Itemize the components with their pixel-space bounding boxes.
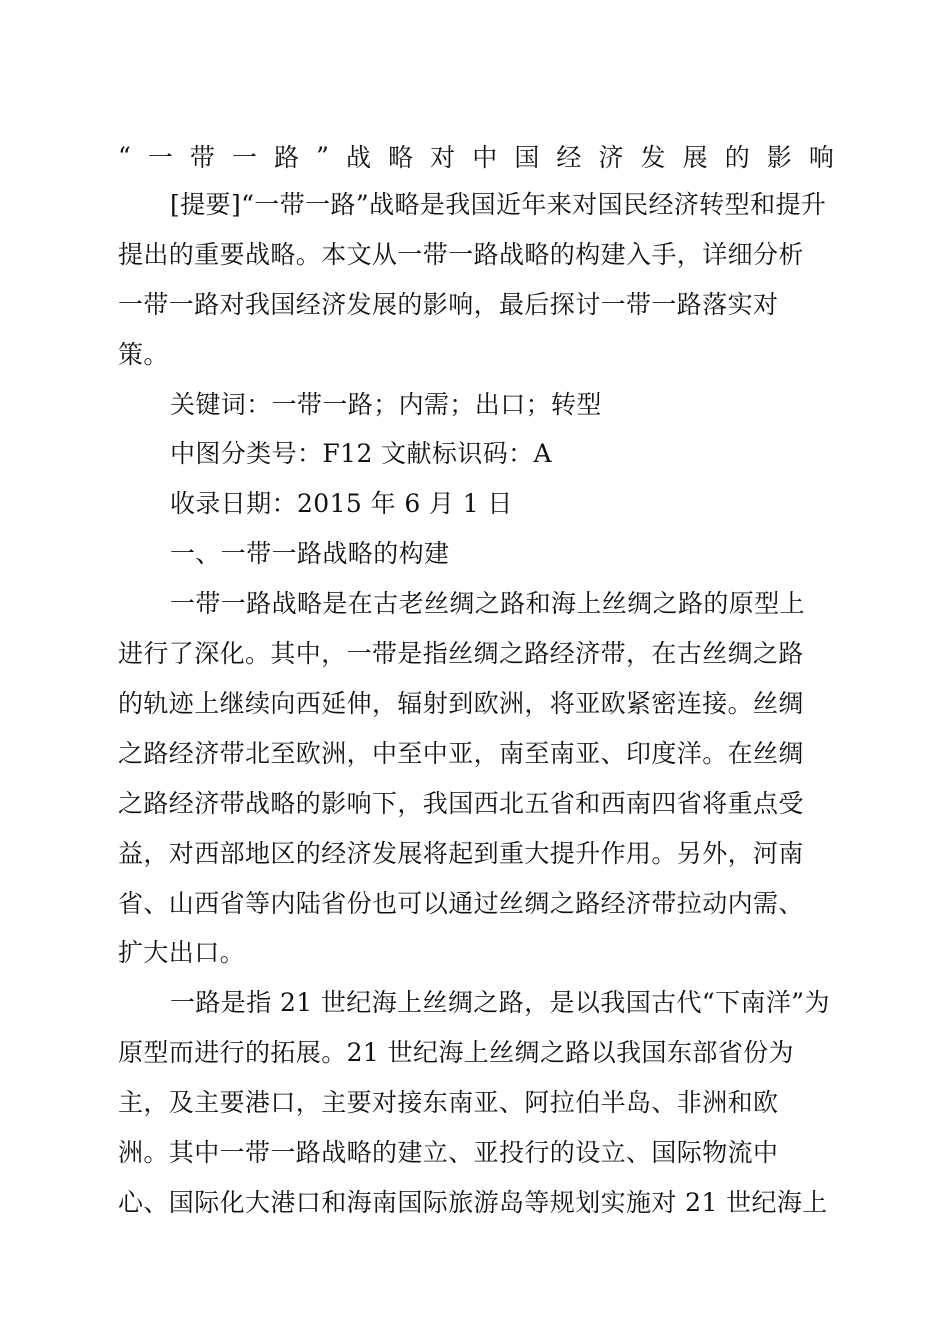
title-char: 一 — [147, 143, 173, 172]
title-char: 响 — [808, 143, 834, 172]
paragraph-line: 洲。其中一带一路战略的建立、亚投行的设立、国际物流中 — [118, 1138, 779, 1167]
section-heading: 一、一带一路战略的构建 — [170, 539, 450, 568]
paragraph-line: 进行了深化。其中，一带是指丝绸之路经济带，在古丝绸之路 — [118, 639, 804, 668]
paragraph-line: 一带一路战略是在古老丝绸之路和海上丝绸之路的原型上 — [170, 589, 806, 618]
paragraph-line: 一路是指 21 世纪海上丝绸之路，是以我国古代“下南洋”为 — [170, 988, 830, 1017]
title-char: 展 — [682, 143, 708, 172]
paragraph-line: 益，对西部地区的经济发展将起到重大提升作用。另外，河南 — [118, 839, 804, 868]
abstract-line: 一带一路对我国经济发展的影响，最后探讨一带一路落实对 — [118, 290, 779, 319]
paragraph-line: 的轨迹上继续向西延伸，辐射到欧洲，将亚欧紧密连接。丝绸 — [118, 689, 804, 718]
paragraph-line: 之路经济带战略的影响下，我国西北五省和西南四省将重点受 — [118, 789, 804, 818]
paragraph-line: 之路经济带北至欧洲，中至中亚，南至南亚、印度洋。在丝绸 — [118, 739, 804, 768]
title-char: 对 — [430, 143, 456, 172]
title-char: 经 — [556, 143, 582, 172]
paragraph-line: 心、国际化大港口和海南国际旅游岛等规划实施对 21 世纪海上 — [118, 1188, 828, 1217]
paragraph-line: 扩大出口。 — [118, 938, 246, 967]
keywords-line: 关键词：一带一路；内需；出口；转型 — [170, 390, 602, 419]
paragraph-line: 主，及主要港口，主要对接东南亚、阿拉伯半岛、非洲和欧 — [118, 1088, 779, 1117]
abstract-line: 提出的重要战略。本文从一带一路战略的构建入手，详细分析 — [118, 240, 804, 269]
title-char: 影 — [766, 143, 792, 172]
title-char: 一 — [232, 143, 258, 172]
title-char: 中 — [472, 143, 498, 172]
document-title — [118, 136, 834, 176]
paragraph-line: 省、山西省等内陆省份也可以通过丝绸之路经济带拉动内需、 — [118, 889, 804, 918]
title-char: 战 — [346, 143, 372, 172]
title-char: “ — [118, 141, 131, 171]
title-char: 路 — [274, 143, 300, 172]
abstract-line: 策。 — [118, 340, 169, 369]
title-char: ” — [316, 141, 329, 171]
title-char: 的 — [724, 143, 750, 172]
title-char: 济 — [598, 143, 624, 172]
title-char: 发 — [640, 143, 666, 172]
paragraph-line: 原型而进行的拓展。21 世纪海上丝绸之路以我国东部省份为 — [118, 1038, 794, 1067]
received-date-line: 收录日期：2015 年 6 月 1 日 — [170, 489, 513, 518]
classification-line: 中图分类号：F12 文献标识码：A — [170, 439, 552, 468]
title-char: 略 — [388, 143, 414, 172]
title-char: 国 — [514, 143, 540, 172]
title-char: 带 — [189, 143, 215, 172]
abstract-line: [提要]“一带一路”战略是我国近年来对国民经济转型和提升 — [170, 190, 827, 219]
